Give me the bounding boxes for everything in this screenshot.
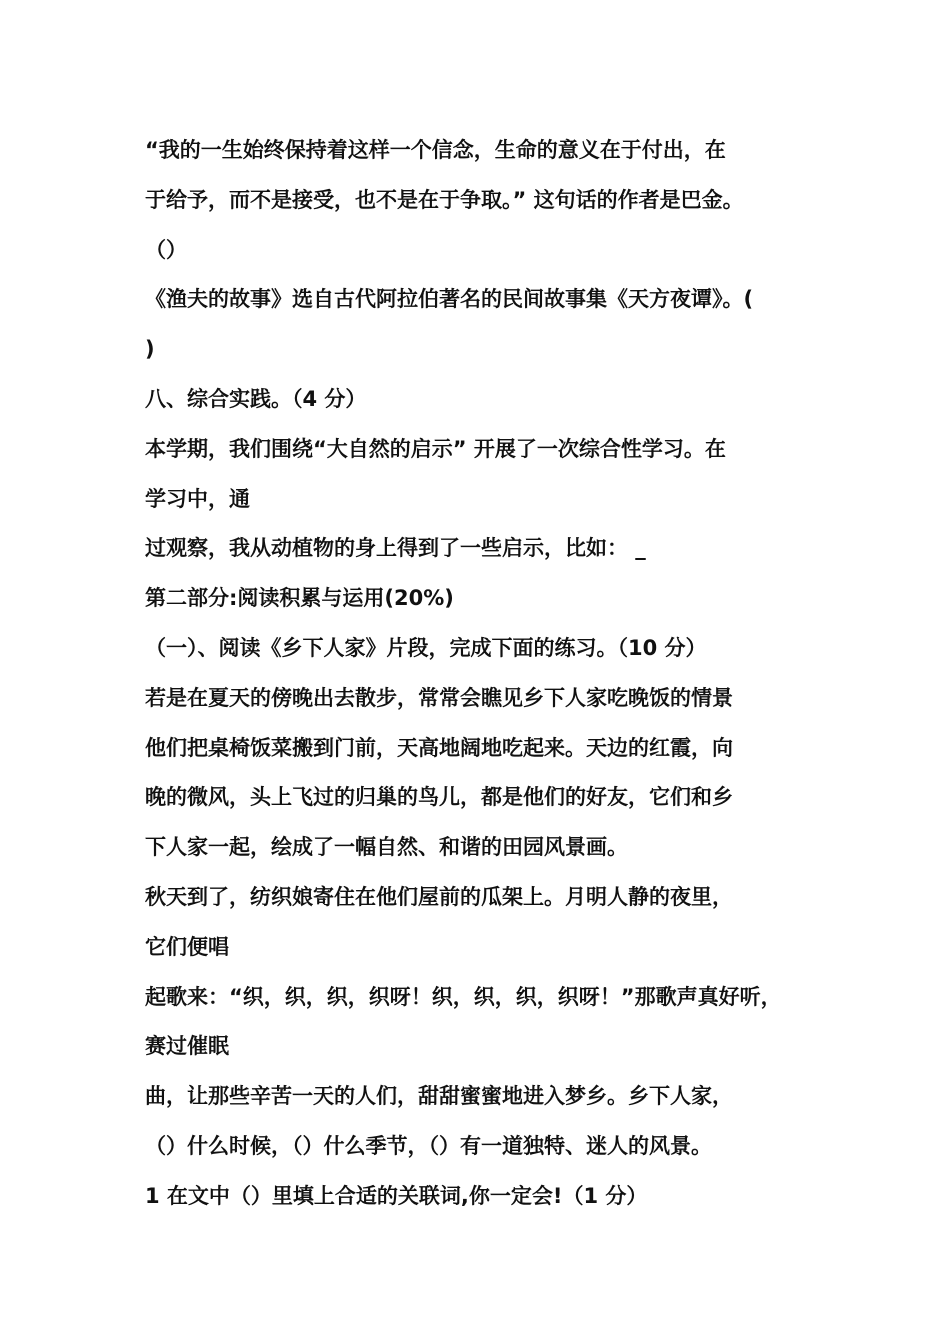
- text-line: 下人家一起，绘成了一幅自然、和谐的田园风景画。: [145, 835, 628, 860]
- text-line: 过观察，我从动植物的身上得到了一些启示，比如： _: [145, 536, 646, 561]
- text-line: 秋天到了，纺织娘寄住在他们屋前的瓜架上。月明人静的夜里，: [145, 884, 733, 909]
- text-line: 曲，让那些辛苦一天的人们，甜甜蜜蜜地进入梦乡。乡下人家，: [145, 1084, 733, 1109]
- text-line: 《渔夫的故事》选自古代阿拉伯著名的民间故事集《天方夜谭》。(: [145, 287, 754, 312]
- text-line: 它们便唱: [145, 934, 229, 959]
- text-line: 于给予，而不是接受，也不是在于争取。” 这句话的作者是巴金。: [145, 187, 744, 212]
- section-heading: 八、综合实践。（4 分）: [145, 386, 367, 411]
- question-line: 1 在文中（）里填上合适的关联词,你一定会!（1 分）: [145, 1183, 648, 1208]
- text-line: 学习中，通: [145, 486, 250, 511]
- text-line: 若是在夏天的傍晚出去散步，常常会瞧见乡下人家吃晚饭的情景: [145, 685, 733, 710]
- text-line: 晚的微风，头上飞过的归巢的鸟儿，都是他们的好友，它们和乡: [145, 785, 733, 810]
- text-line: 本学期，我们围绕“大自然的启示” 开展了一次综合性学习。在: [145, 436, 726, 461]
- text-line: 他们把桌椅饭菜搬到门前，天高地阔地吃起来。天边的红霞，向: [145, 735, 733, 760]
- text-line: 赛过催眠: [145, 1034, 229, 1059]
- text-line: （）: [145, 237, 187, 262]
- text-line: “我的一生始终保持着这样一个信念，生命的意义在于付出，在: [145, 138, 726, 162]
- text-line: 起歌来：“织，织，织，织呀！织，织，织，织呀！”那歌声真好听，: [145, 984, 782, 1009]
- text-line: ): [145, 337, 155, 362]
- section-heading: 第二部分:阅读积累与运用(20%): [145, 586, 454, 611]
- section-heading: （一）、阅读《乡下人家》片段，完成下面的练习。（10 分）: [145, 635, 707, 660]
- document-body: [145, 126, 825, 1222]
- text-line: （）什么时候，（）什么季节，（）有一道独特、迷人的风景。: [145, 1133, 712, 1158]
